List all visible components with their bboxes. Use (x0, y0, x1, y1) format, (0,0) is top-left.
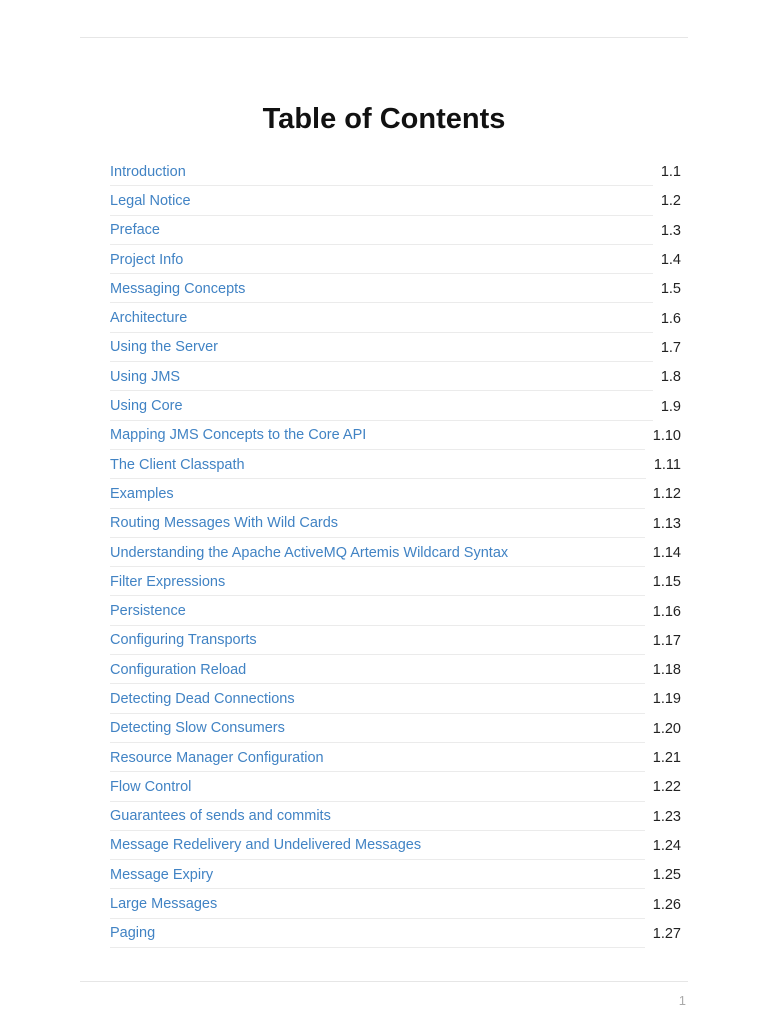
toc-entry-link[interactable]: Legal Notice (110, 186, 653, 215)
toc-entry-number: 1.17 (652, 632, 681, 649)
toc-entry-number: 1.27 (652, 925, 681, 942)
toc-entry-number: 1.13 (652, 515, 681, 532)
toc-entry-link[interactable]: Large Messages (110, 889, 645, 918)
toc-entry (110, 889, 681, 918)
toc-entry-link[interactable]: The Client Classpath (110, 450, 646, 479)
toc-entry-link[interactable]: Architecture (110, 303, 653, 332)
toc-entry-link[interactable]: Filter Expressions (110, 567, 645, 596)
toc-entry-number: 1.12 (652, 486, 681, 503)
toc-entry-number: 1.14 (652, 545, 681, 561)
toc-entry-number: 1.8 (660, 369, 681, 386)
toc-entry (110, 538, 681, 567)
toc-entry-number: 1.24 (652, 837, 681, 854)
toc-entry-link[interactable]: Understanding the Apache ActiveMQ Artemis Wildcard Syntax (110, 538, 645, 567)
toc-entry (110, 802, 681, 831)
toc-entry-link[interactable]: Flow Control (110, 772, 645, 801)
toc-entry-link[interactable]: Configuring Transports (110, 626, 645, 655)
toc-entry (110, 391, 681, 420)
toc-entry-link[interactable]: Resource Manager Configuration (110, 743, 645, 772)
toc-entry (110, 714, 681, 743)
toc-entry-link[interactable]: Messaging Concepts (110, 274, 653, 303)
toc-entry-link[interactable]: Message Redelivery and Undelivered Messages (110, 831, 645, 860)
toc-entry-number: 1.16 (652, 603, 681, 620)
toc-entry-link[interactable]: Message Expiry (110, 860, 645, 889)
toc-entry (110, 216, 681, 245)
toc-entry (110, 450, 681, 479)
toc-entry (110, 245, 681, 274)
toc-entry (110, 596, 681, 625)
toc-entry-link[interactable]: Guarantees of sends and commits (110, 802, 645, 831)
toc-entry-number: 1.15 (652, 574, 681, 591)
toc-entry-link[interactable]: Persistence (110, 596, 645, 625)
toc-entry-number: 1.23 (652, 808, 681, 825)
toc-entry-link[interactable]: Examples (110, 479, 645, 508)
toc-entry-number: 1.10 (652, 427, 681, 444)
toc-entry-number: 1.19 (652, 691, 681, 708)
toc-entry (110, 157, 681, 186)
toc-entry-link[interactable]: Using the Server (110, 333, 653, 362)
toc-entry-number: 1.4 (660, 252, 681, 269)
toc-entry-number: 1.3 (660, 222, 681, 239)
toc-entry (110, 655, 681, 684)
toc-entry (110, 362, 681, 391)
toc-entry-link[interactable]: Using JMS (110, 362, 653, 391)
page-title: Table of Contents (262, 103, 506, 135)
toc-entry-number: 1.9 (660, 398, 681, 415)
toc-entry-number: 1.22 (652, 779, 681, 796)
table-of-contents (110, 157, 681, 948)
toc-entry-link[interactable]: Project Info (110, 245, 653, 274)
toc-entry-number: 1.25 (652, 867, 681, 884)
toc-entry-link[interactable]: Paging (110, 919, 645, 948)
toc-entry (110, 421, 681, 450)
toc-entry-number: 1.2 (660, 193, 681, 210)
toc-entry (110, 479, 681, 508)
toc-entry-number: 1.26 (652, 896, 681, 913)
toc-entry (110, 274, 681, 303)
toc-entry-number: 1.6 (660, 310, 681, 327)
toc-entry-link[interactable]: Detecting Slow Consumers (110, 714, 645, 743)
toc-entry-link[interactable]: Introduction (110, 157, 653, 186)
toc-entry (110, 860, 681, 889)
toc-entry-number: 1.7 (660, 339, 681, 356)
toc-entry-number: 1.1 (660, 164, 681, 181)
toc-entry-link[interactable]: Detecting Dead Connections (110, 684, 645, 713)
toc-entry-link[interactable]: Preface (110, 216, 653, 245)
toc-entry-number: 1.20 (652, 720, 681, 737)
toc-entry-link[interactable]: Routing Messages With Wild Cards (110, 509, 645, 538)
toc-entry (110, 186, 681, 215)
page-number: 1 (678, 993, 686, 1008)
toc-entry (110, 567, 681, 596)
toc-entry (110, 626, 681, 655)
toc-entry (110, 772, 681, 801)
toc-entry (110, 919, 681, 948)
toc-entry-number: 1.11 (653, 457, 681, 474)
toc-entry-link[interactable]: Using Core (110, 391, 653, 420)
header-divider (80, 37, 688, 38)
toc-entry (110, 333, 681, 362)
toc-entry (110, 509, 681, 538)
footer-divider (80, 981, 688, 982)
toc-entry-number: 1.5 (660, 281, 681, 298)
toc-entry-link[interactable]: Mapping JMS Concepts to the Core API (110, 421, 645, 450)
toc-entry (110, 743, 681, 772)
toc-entry (110, 684, 681, 713)
toc-entry (110, 831, 681, 860)
toc-entry-number: 1.18 (652, 662, 681, 679)
toc-entry-link[interactable]: Configuration Reload (110, 655, 645, 684)
toc-entry (110, 303, 681, 332)
toc-entry-number: 1.21 (652, 750, 681, 767)
